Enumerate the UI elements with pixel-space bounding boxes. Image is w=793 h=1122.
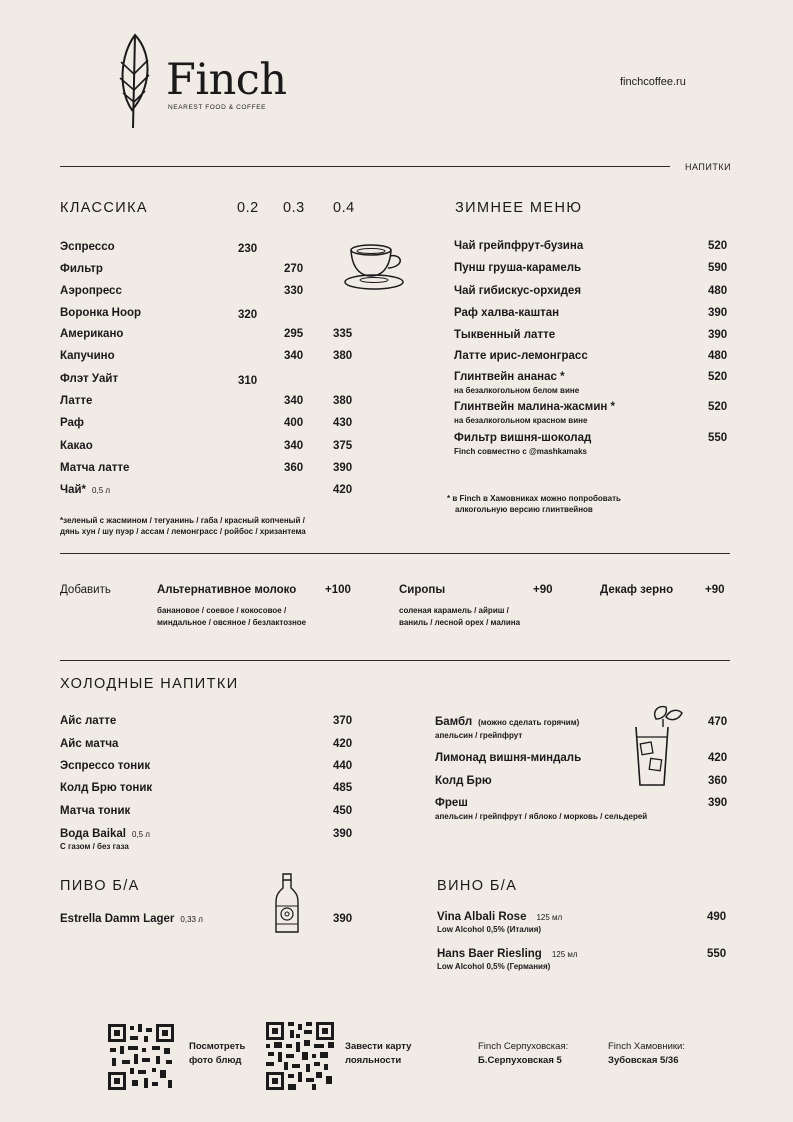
- wine-item-price: 490: [707, 911, 727, 923]
- menu-item-label: Чай*: [60, 484, 87, 496]
- cold-item-name: Колд Брю тоник: [60, 782, 153, 794]
- winter-item-sub: на безалкогольном белом вине: [454, 386, 580, 395]
- syrups-name: Сиропы: [399, 584, 446, 596]
- menu-item-name: [60, 395, 92, 407]
- wine-item-volume: 125 мл: [551, 950, 578, 959]
- water-sub: С газом / без газа: [60, 842, 129, 851]
- menu-item-name: [60, 462, 129, 474]
- menu-item-name: [60, 307, 141, 319]
- address-serpukhovskaya: Finch Серпуховская: Б.Серпуховская 5: [478, 1041, 569, 1066]
- winter-item-price: 390: [708, 307, 728, 319]
- menu-item-price: 340: [284, 440, 304, 452]
- fresh-sub: апельсин / грейпфрут / яблоко / морковь / сельдерей: [435, 812, 648, 821]
- section-label: НАПИТКИ: [685, 162, 732, 172]
- winter-item-name: Глинтвейн малина-жасмин *: [454, 401, 615, 413]
- classic-title: КЛАССИКА: [60, 200, 148, 216]
- loyalty-label: Завести карту лояльности: [345, 1041, 412, 1066]
- bumble-name: Бамбл (можно сделать горячим): [435, 716, 580, 728]
- menu-item-price: 420: [333, 484, 353, 496]
- feather-icon: [112, 30, 162, 130]
- winter-item-sub: на безалкогольном красном вине: [454, 416, 588, 425]
- cold-item-price: 370: [333, 715, 353, 727]
- menu-item-name: [60, 440, 93, 452]
- cold-title: ХОЛОДНЫЕ НАПИТКИ: [60, 676, 239, 692]
- menu-item-label: Флэт Уайт: [60, 373, 119, 385]
- wine-item-volume: 125 мл: [536, 913, 563, 922]
- wine-item-label: Hans Baer Riesling: [437, 948, 542, 960]
- menu-item-price: 380: [333, 350, 353, 362]
- cold-item-name: Айс латте: [60, 715, 117, 727]
- cold-item-name: Эспрессо тоник: [60, 760, 151, 772]
- menu-item-price: 335: [333, 328, 353, 340]
- water-price: 390: [333, 828, 353, 840]
- winter-item-price: 520: [708, 240, 728, 252]
- winter-item-price: 480: [708, 350, 728, 362]
- winter-item-name: Чай гибискус-орхидея: [454, 285, 582, 297]
- menu-item-label: Фильтр: [60, 263, 103, 275]
- menu-item-price: 295: [284, 328, 304, 340]
- menu-item-name: [60, 373, 118, 385]
- winter-item-name: Пунш груша-карамель: [454, 262, 582, 274]
- menu-item-name: [60, 241, 115, 253]
- decaf-price: +90: [705, 584, 725, 596]
- menu-item-name: [60, 285, 122, 297]
- menu-item-name: [60, 484, 110, 496]
- extras-label: Добавить: [60, 584, 111, 596]
- winter-item-price: 590: [708, 262, 728, 274]
- cold-item-price: 485: [333, 782, 353, 794]
- alt-milk-desc: банановое / соевое / кокосовое /: [157, 606, 287, 615]
- winter-item-name: Глинтвейн ананас *: [454, 371, 565, 383]
- menu-item-name: [60, 328, 123, 340]
- decaf-name: Декаф зерно: [600, 584, 674, 596]
- winter-item-price: 520: [708, 371, 728, 383]
- menu-item-price: 320: [238, 309, 258, 321]
- winter-item-sub: Finch совместно с @mashkamaks: [454, 447, 588, 456]
- menu-item-price: 430: [333, 417, 353, 429]
- website-link[interactable]: finchcoffee.ru: [620, 76, 686, 88]
- brand-name: Finch: [166, 55, 287, 105]
- menu-item-price: 340: [284, 350, 304, 362]
- qr-code-loyalty[interactable]: [266, 1022, 334, 1090]
- cold-item-name: Колд Брю: [435, 775, 492, 787]
- cold-item-price: 450: [333, 805, 353, 817]
- syrups-price: +90: [533, 584, 553, 596]
- menu-item-label: Раф: [60, 417, 84, 429]
- menu-item-name: [60, 350, 115, 362]
- divider: [60, 660, 730, 661]
- alt-milk-desc: миндальное / овсяное / безлактозное: [157, 618, 307, 627]
- alt-milk-name: Альтернативное молоко: [157, 584, 297, 596]
- wine-item-name: [437, 911, 562, 923]
- menu-item-label: Латте: [60, 395, 93, 407]
- menu-item-price: 310: [238, 375, 258, 387]
- tea-note: дянь хун / шу пуэр / ассам / лемонграсс / ройбос / хризантема: [60, 527, 306, 536]
- cold-item-price: 420: [333, 738, 353, 750]
- fresh-name: Фреш: [435, 797, 468, 809]
- menu-item-price: 360: [284, 462, 304, 474]
- menu-item-price: 400: [284, 417, 304, 429]
- size-header: 0.3: [283, 200, 305, 216]
- size-header: 0.2: [237, 200, 259, 216]
- tea-volume: 0,5 л: [92, 486, 111, 495]
- menu-item-price: 270: [284, 263, 304, 275]
- cold-item-price: 420: [708, 752, 728, 764]
- winter-item-name: Раф халва-каштан: [454, 307, 560, 319]
- menu-item-label: Эспрессо: [60, 241, 115, 253]
- wine-item-name: [437, 948, 578, 960]
- menu-item-price: 375: [333, 440, 353, 452]
- bumble-price: 470: [708, 716, 728, 728]
- winter-item-name: Фильтр вишня-шоколад: [454, 432, 592, 444]
- water-name: Вода Baikal 0,5 л: [60, 828, 150, 840]
- beer-title: ПИВО Б/А: [60, 878, 140, 894]
- menu-item-name: [60, 417, 84, 429]
- winter-item-price: 390: [708, 329, 728, 341]
- menu-item-label: Воронка Hoop: [60, 307, 142, 319]
- wine-item-sub: Low Alcohol 0,5% (Италия): [437, 925, 542, 934]
- wine-item-label: Vina Albali Rose: [437, 911, 527, 923]
- photos-label: Посмотреть фото блюд: [189, 1041, 246, 1066]
- menu-item-price: 340: [284, 395, 304, 407]
- brand-tagline: NEAREST FOOD & COFFEE: [168, 104, 267, 111]
- coffee-cup-icon: [344, 238, 410, 294]
- winter-note: * в Finch в Хамовниках можно попробовать: [447, 494, 621, 503]
- winter-item-name: Латте ирис-лемонграсс: [454, 350, 588, 362]
- address-khamovniki: Finch Хамовники: Зубовская 5/36: [608, 1041, 686, 1066]
- size-header: 0.4: [333, 200, 355, 216]
- menu-item-label: Аэропресс: [60, 285, 122, 297]
- wine-item-price: 550: [707, 948, 727, 960]
- syrups-desc: соленая карамель / айриш /: [399, 606, 509, 615]
- menu-item-label: Матча латте: [60, 462, 130, 474]
- winter-title: ЗИМНЕЕ МЕНЮ: [455, 200, 583, 216]
- cold-item-name: Лимонад вишня-миндаль: [435, 752, 582, 764]
- beer-name: Estrella Damm Lager 0,33 л: [60, 913, 203, 925]
- alt-milk-price: +100: [325, 584, 351, 596]
- menu-item-label: Американо: [60, 328, 124, 340]
- divider: [60, 553, 730, 554]
- winter-item-price: 480: [708, 285, 728, 297]
- wine-title: ВИНО Б/А: [437, 878, 518, 894]
- menu-item-price: 390: [333, 462, 353, 474]
- menu-item-name: [60, 263, 103, 275]
- winter-item-name: Тыквенный латте: [454, 329, 556, 341]
- winter-item-price: 550: [708, 432, 728, 444]
- syrups-desc: ваниль / лесной орех / малина: [399, 618, 521, 627]
- menu-item-label: Капучино: [60, 350, 115, 362]
- winter-note: алкогольную версию глинтвейнов: [455, 505, 593, 514]
- beer-price: 390: [333, 913, 353, 925]
- beer-bottle-icon: [272, 870, 302, 936]
- winter-item-name: Чай грейпфрут-бузина: [454, 240, 584, 252]
- winter-item-price: 520: [708, 401, 728, 413]
- qr-code-photos[interactable]: [108, 1024, 174, 1090]
- tea-note: *зеленый с жасмином / тегуанинь / габа / красный копченый /: [60, 516, 305, 525]
- fresh-price: 390: [708, 797, 728, 809]
- cold-item-name: Матча тоник: [60, 805, 131, 817]
- menu-item-price: 230: [238, 243, 258, 255]
- divider: [60, 166, 670, 167]
- cold-item-name: Айс матча: [60, 738, 119, 750]
- cold-item-price: 440: [333, 760, 353, 772]
- iced-drink-icon: [632, 703, 688, 791]
- cold-item-price: 360: [708, 775, 728, 787]
- menu-item-label: Какао: [60, 440, 93, 452]
- bumble-sub: апельсин / грейпфрут: [435, 731, 523, 740]
- menu-item-price: 330: [284, 285, 304, 297]
- wine-item-sub: Low Alcohol 0,5% (Германия): [437, 962, 551, 971]
- menu-item-price: 380: [333, 395, 353, 407]
